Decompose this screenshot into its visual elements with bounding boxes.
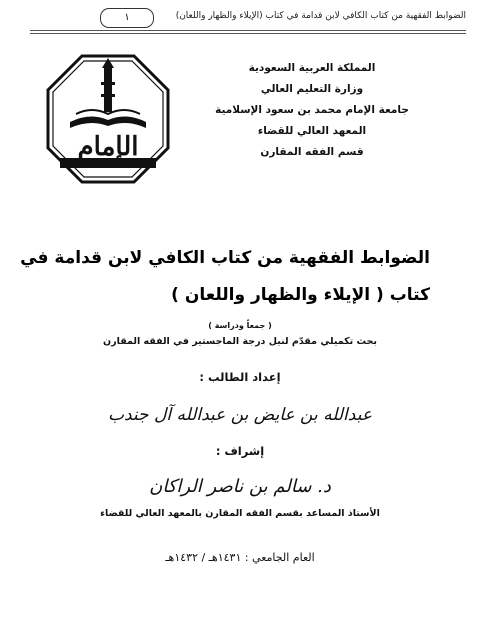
header-rule-secondary: [30, 33, 466, 34]
university-line: جامعة الإمام محمد بن سعود الإسلامية: [215, 104, 409, 116]
thesis-title-line-1: الضوابط الفقهية من كتاب الكافي لابن قدامة في: [20, 248, 430, 268]
subtitle: ( جمعاً ودراسة ): [208, 321, 272, 330]
academic-year: العام الجامعي : ١٤٣١هـ / ١٤٣٢هـ: [165, 551, 315, 564]
thesis-note: بحث تكميلي مقدّم لنيل درجة الماجستير في الفقه المقارن: [103, 336, 377, 347]
prepared-by-label: إعداد الطالب :: [199, 370, 281, 384]
running-title: الضوابط الفقهية من كتاب الكافي لابن قدامة في كتاب (الإيلاء والظهار واللعان): [175, 11, 466, 21]
department-line: قسم الفقه المقارن: [260, 146, 364, 158]
country-line: المملكة العربية السعودية: [248, 62, 376, 74]
institute-line: المعهد العالي للقضاء: [257, 125, 367, 137]
logo-emblem-icon: [46, 54, 170, 184]
supervisor-name: د. سالم بن ناصر الراكان: [149, 476, 331, 497]
institution-block: [202, 58, 422, 163]
running-header: [30, 8, 466, 30]
supervision-label: إشراف :: [215, 444, 265, 458]
student-name: عبدالله بن عايض بن عبدالله آل جندب: [108, 405, 372, 425]
page-number-badge: ١: [100, 8, 154, 28]
thesis-title-line-2: كتاب ( الإيلاء والظهار واللعان ): [171, 285, 430, 305]
header-rule: [30, 30, 466, 31]
logo-wordmark: الإمام: [77, 132, 139, 162]
ministry-line: وزارة التعليم العالي: [260, 83, 364, 95]
supervisor-title: الأستاذ المساعد بقسم الفقه المقارن بالمعهد العالي للقضاء: [100, 508, 380, 519]
university-logo: [46, 54, 170, 184]
